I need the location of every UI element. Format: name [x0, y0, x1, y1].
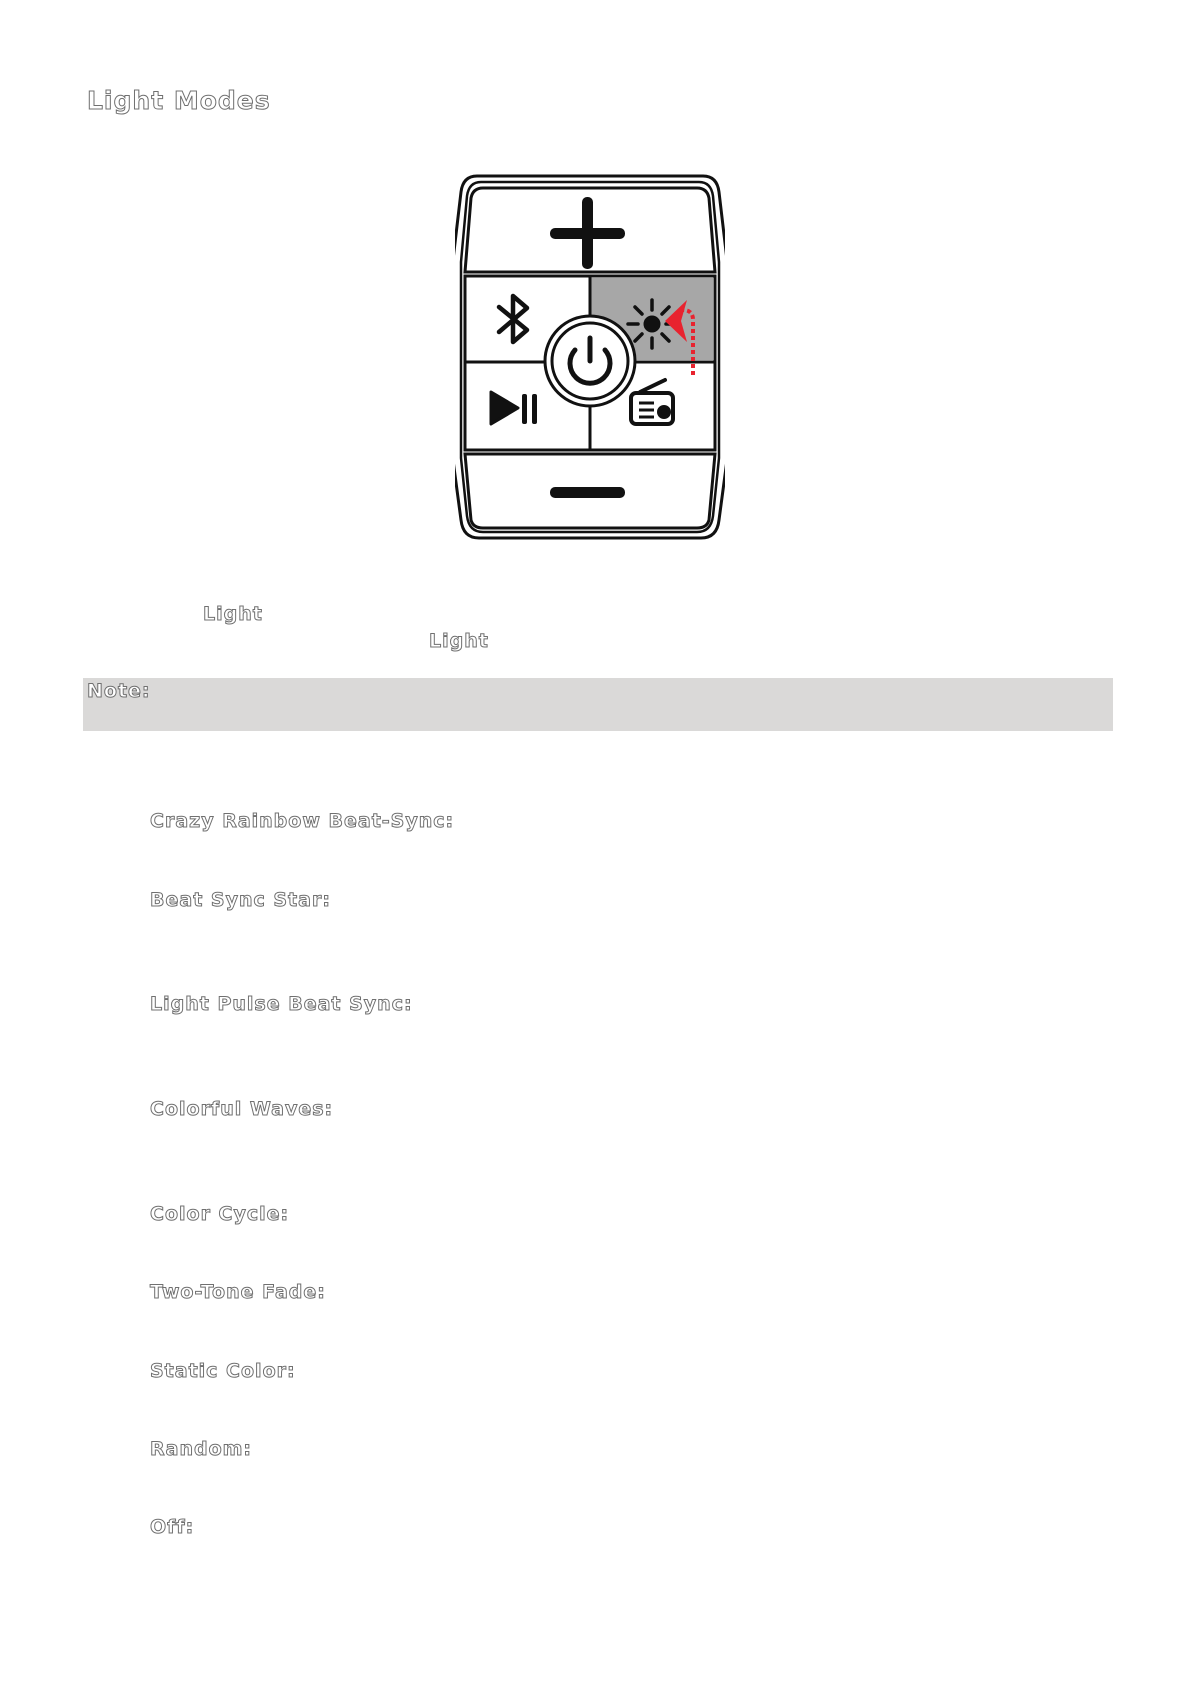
light-word: Light: [429, 630, 489, 652]
mode-label: Color Cycle:: [150, 1203, 290, 1225]
mode-label: Off:: [150, 1516, 195, 1538]
note-label: Note:: [87, 680, 151, 702]
mode-label: Static Color:: [150, 1360, 296, 1382]
mode-label: Random:: [150, 1438, 253, 1460]
mode-label: Light Pulse Beat Sync:: [150, 993, 413, 1015]
mode-label: Beat Sync Star:: [150, 889, 331, 911]
mode-label: Colorful Waves:: [150, 1098, 334, 1120]
minus-icon: [550, 487, 625, 498]
power-button: [545, 316, 635, 406]
light-word: Light: [203, 603, 263, 625]
volume-up-button: [465, 188, 715, 272]
remote-control-illustration: [455, 170, 725, 545]
page-title: Light Modes: [87, 86, 271, 115]
volume-down-button: [465, 454, 715, 528]
mode-label: Crazy Rainbow Beat-Sync:: [150, 810, 455, 832]
mode-label: Two-Tone Fade:: [150, 1281, 326, 1303]
note-box: [83, 678, 1113, 731]
